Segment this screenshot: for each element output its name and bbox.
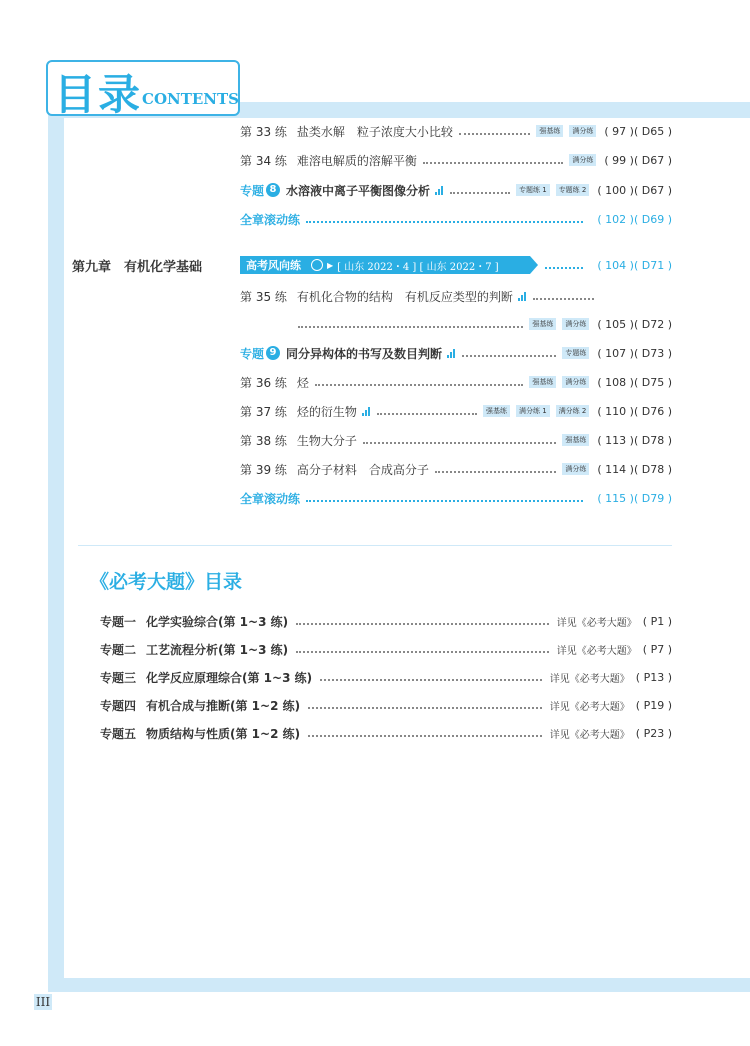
page-ref: ( 105 )( D72 )	[597, 317, 672, 331]
tag-label: 满分练	[569, 154, 596, 166]
toc-row-33[interactable]	[240, 122, 672, 140]
topic-badge	[240, 345, 280, 362]
bikao-row-1[interactable]	[100, 612, 672, 630]
page-title-en: CONTENTS	[142, 90, 240, 108]
bikao-see: 详见《必考大题》	[549, 729, 630, 741]
tag-label: 满分练	[562, 318, 589, 330]
bikao-row-5[interactable]	[100, 724, 672, 742]
bikao-see: 详见《必考大题》	[549, 673, 630, 685]
page-number: III	[35, 995, 51, 1009]
review-title: 全章滚动练	[240, 491, 301, 506]
lesson-title: 烃	[296, 375, 309, 390]
review-title: 全章滚动练	[240, 212, 301, 227]
toc-row-review-1[interactable]	[240, 210, 672, 228]
page-ref: ( 114 )( D78 )	[597, 462, 672, 476]
lesson-title: 烃的衍生物	[296, 404, 357, 419]
bikao-topic: 专题四	[100, 698, 137, 713]
difficulty-bars-icon	[518, 292, 527, 301]
leader-dots	[533, 298, 594, 300]
gaokao-banner[interactable]	[240, 256, 530, 274]
bikao-row-2[interactable]	[100, 640, 672, 658]
lesson-number: 第 35 练	[240, 289, 287, 304]
tag-label: 满分练 2	[556, 405, 590, 417]
bikao-topic: 专题一	[100, 614, 137, 629]
lesson-title: 生物大分子	[296, 433, 357, 448]
lesson-number: 第 38 练	[240, 433, 287, 448]
leader-dots	[450, 192, 510, 194]
leader-dots	[306, 221, 583, 223]
bikao-see: 详见《必考大题》	[556, 645, 637, 657]
tag-label: 强基练	[529, 376, 556, 388]
bikao-title: 有机合成与推断(第 1~2 练)	[146, 698, 301, 713]
banner-arrow-icon	[530, 256, 538, 274]
lesson-title: 有机化合物的结构 有机反应类型的判断	[296, 289, 513, 304]
lesson-number: 第 33 练	[240, 124, 287, 139]
page-ref: ( 113 )( D78 )	[597, 433, 672, 447]
toc-row-35-cont	[298, 315, 672, 333]
toc-row-38[interactable]	[240, 431, 672, 449]
toc-row-topic-8[interactable]	[240, 181, 672, 199]
page-ref: ( 115 )( D79 )	[597, 491, 672, 505]
topic-title: 水溶液中离子平衡图像分析	[286, 183, 431, 198]
page-ref: ( 110 )( D76 )	[597, 404, 672, 418]
gaokao-badge-icon	[311, 259, 323, 271]
bikao-topic: 专题二	[100, 642, 137, 657]
leader-dots	[462, 355, 556, 357]
toc-row-35[interactable]	[240, 287, 600, 305]
tag-label: 强基练	[562, 434, 589, 446]
topic-number: 9	[266, 346, 280, 360]
lesson-title: 高分子材料 合成高分子	[296, 462, 429, 477]
leader-dots	[296, 651, 549, 653]
lesson-title: 难溶电解质的溶解平衡	[296, 153, 417, 168]
bikao-topic: 专题五	[100, 726, 137, 741]
page-ref: ( 104 )( D71 )	[597, 258, 672, 272]
difficulty-bars-icon	[435, 186, 444, 195]
bikao-title: 工艺流程分析(第 1~3 练)	[146, 642, 289, 657]
tag-label: 专题练 1	[516, 184, 550, 196]
page-ref: ( 100 )( D67 )	[597, 183, 672, 197]
page-ref: ( P19 )	[635, 698, 672, 712]
bikao-title: 化学实验综合(第 1~3 练)	[146, 614, 289, 629]
leader-dots	[296, 623, 549, 625]
lesson-number: 第 39 练	[240, 462, 287, 477]
gaokao-title: 高考风向练	[246, 259, 301, 272]
leader-dots	[308, 707, 542, 709]
toc-row-topic-9[interactable]	[240, 344, 672, 362]
gaokao-page-row	[545, 256, 672, 274]
leader-dots	[320, 679, 542, 681]
leader-dots	[435, 471, 556, 473]
bikao-title: 物质结构与性质(第 1~2 练)	[146, 726, 301, 741]
tag-label: 强基练	[529, 318, 556, 330]
tag-label: 专题练 2	[556, 184, 590, 196]
topic-title: 同分异构体的书写及数目判断	[286, 346, 443, 361]
leader-dots	[377, 413, 477, 415]
page-ref: ( 107 )( D73 )	[597, 346, 672, 360]
topic-badge	[240, 182, 280, 199]
bikao-row-4[interactable]	[100, 696, 672, 714]
bikao-row-3[interactable]	[100, 668, 672, 686]
page-ref: ( P1 )	[642, 614, 672, 628]
lesson-number: 第 37 练	[240, 404, 287, 419]
lesson-number: 第 34 练	[240, 153, 287, 168]
bikao-title: 化学反应原理综合(第 1~3 练)	[146, 670, 313, 685]
section-divider	[78, 545, 672, 546]
difficulty-bars-icon	[362, 407, 371, 416]
tag-label: 强基练	[483, 405, 510, 417]
leader-dots	[306, 500, 583, 502]
page-ref: ( P23 )	[635, 726, 672, 740]
frame-left-bar	[48, 102, 64, 992]
tag-label: 满分练	[562, 463, 589, 475]
tag-label: 强基练	[536, 125, 563, 137]
toc-row-39[interactable]	[240, 460, 672, 478]
page-ref: ( 108 )( D75 )	[597, 375, 672, 389]
leader-dots	[315, 384, 523, 386]
toc-row-36[interactable]	[240, 373, 672, 391]
lesson-number: 第 36 练	[240, 375, 287, 390]
leader-dots	[308, 735, 542, 737]
leader-dots	[459, 133, 530, 135]
frame-bottom-bar	[48, 978, 750, 992]
tag-label: 满分练 1	[516, 405, 550, 417]
leader-dots	[423, 162, 563, 164]
page-ref: ( 99 )( D67 )	[604, 153, 672, 167]
page-ref: ( P7 )	[642, 642, 672, 656]
topic-label: 专题	[240, 183, 265, 198]
frame-right-bar	[680, 102, 750, 118]
bikao-see: 详见《必考大题》	[556, 617, 637, 629]
leader-dots	[363, 442, 556, 444]
tag-label: 满分练	[569, 125, 596, 137]
page-ref: ( 97 )( D65 )	[604, 124, 672, 138]
page-ref: ( P13 )	[635, 670, 672, 684]
lesson-title: 盐类水解 粒子浓度大小比较	[296, 124, 453, 139]
chapter-title: 第九章 有机化学基础	[72, 260, 203, 275]
toc-row-review-2[interactable]	[240, 489, 672, 507]
leader-dots	[545, 267, 583, 269]
page-ref: ( 102 )( D69 )	[597, 212, 672, 226]
bikao-see: 详见《必考大题》	[549, 701, 630, 713]
topic-label: 专题	[240, 346, 265, 361]
page-title: 目录	[54, 70, 143, 119]
toc-row-34[interactable]	[240, 151, 672, 169]
gaokao-info: [ 山东 2022・4 ] [ 山东 2022・7 ]	[337, 261, 499, 273]
play-triangle-icon: ▶	[327, 260, 334, 270]
bikao-topic: 专题三	[100, 670, 137, 685]
tag-label: 满分练	[562, 376, 589, 388]
tag-label: 专题练	[562, 347, 589, 359]
difficulty-bars-icon	[447, 349, 456, 358]
bikao-section-title: 《必考大题》目录	[90, 571, 243, 593]
toc-row-37[interactable]	[240, 402, 672, 420]
leader-dots	[298, 326, 523, 328]
topic-number: 8	[266, 183, 280, 197]
